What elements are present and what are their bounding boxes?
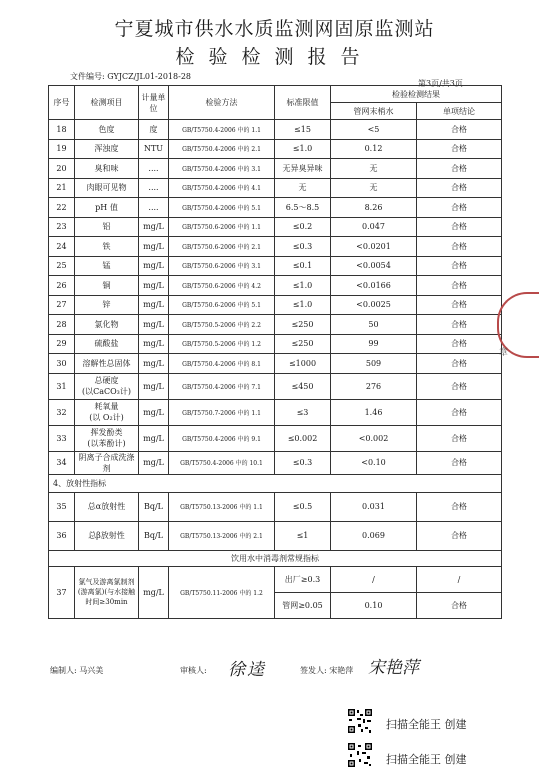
- row-limit: 无异臭异味: [275, 159, 331, 179]
- row-item: pH 值: [75, 198, 139, 218]
- row-number: 28: [49, 315, 75, 335]
- row-number: 21: [49, 178, 75, 198]
- reviewer-label: 审核人:: [180, 666, 207, 675]
- row-unit: mg/L: [139, 354, 169, 374]
- row-limit: ≤0.5: [275, 492, 331, 521]
- row-number: 23: [49, 217, 75, 237]
- header-unit: 计量单位: [139, 86, 169, 120]
- row-unit: ....: [139, 159, 169, 179]
- row-limit: ≤1.0: [275, 295, 331, 315]
- row-number: 25: [49, 256, 75, 276]
- row-unit: mg/L: [139, 451, 169, 474]
- table-row: [49, 399, 502, 425]
- row-value: 99: [331, 334, 417, 354]
- header-seq: 序号: [49, 86, 75, 120]
- row-unit: Bq/L: [139, 492, 169, 521]
- row-conclusion: 合格: [417, 315, 502, 335]
- row-item: 总β放射性: [75, 521, 139, 550]
- row-limit: ≤0.1: [275, 256, 331, 276]
- row-conclusion: 合格: [417, 492, 502, 521]
- stamp-fragment-text: 章: [499, 348, 509, 358]
- row-value: 无: [331, 178, 417, 198]
- row-unit: mg/L: [139, 256, 169, 276]
- row-conclusion: 合格: [417, 120, 502, 140]
- table-row: [49, 198, 502, 218]
- row-limit: ≤250: [275, 315, 331, 335]
- row-number: 32: [49, 399, 75, 425]
- row-number: 27: [49, 295, 75, 315]
- row-method: GB/T5750.4-2006 中的 1.1: [169, 120, 275, 140]
- row-method: GB/T5750.7-2006 中的 1.1: [169, 399, 275, 425]
- row37-method: GB/T5750.11-2006 中的 1.2: [169, 566, 275, 618]
- row-value: <0.002: [331, 425, 417, 451]
- row-number: 20: [49, 159, 75, 179]
- table-row: [49, 120, 502, 140]
- table-row: [49, 295, 502, 315]
- qr-code-icon: [347, 742, 373, 768]
- row-unit: mg/L: [139, 217, 169, 237]
- row-value: <0.0054: [331, 256, 417, 276]
- row-value: 0.031: [331, 492, 417, 521]
- report-title-line2: 检验检测报告: [175, 46, 374, 68]
- row-conclusion: 合格: [417, 425, 502, 451]
- row-limit: 6.5～8.5: [275, 198, 331, 218]
- table-row: [49, 178, 502, 198]
- table-row: [49, 139, 502, 159]
- row37-item: 氯气及游离氯制剂(游离氯)(与水接触时间≥30min: [75, 566, 139, 618]
- row-method: GB/T5750.6-2006 中的 3.1: [169, 256, 275, 276]
- row-method: GB/T5750.6-2006 中的 5.1: [169, 295, 275, 315]
- row-unit: mg/L: [139, 237, 169, 257]
- row-number: 35: [49, 492, 75, 521]
- table-row: [49, 492, 502, 521]
- row-limit: ≤0.3: [275, 237, 331, 257]
- row-conclusion: 合格: [417, 521, 502, 550]
- row-unit: mg/L: [139, 425, 169, 451]
- row-limit: ≤1.0: [275, 276, 331, 296]
- row-unit: mg/L: [139, 399, 169, 425]
- table-row: [49, 237, 502, 257]
- row-item: 铜: [75, 276, 139, 296]
- row37-value2: 0.10: [331, 592, 417, 618]
- row-item: 铝: [75, 217, 139, 237]
- row-number: 24: [49, 237, 75, 257]
- row-value: <0.0201: [331, 237, 417, 257]
- row-method: GB/T5750.4-2006 中的 8.1: [169, 354, 275, 374]
- row-number: 33: [49, 425, 75, 451]
- row-limit: ≤1000: [275, 354, 331, 374]
- row-unit: ....: [139, 198, 169, 218]
- row-value: 8.26: [331, 198, 417, 218]
- row-value: <5: [331, 120, 417, 140]
- row37-value1: /: [331, 566, 417, 592]
- row-method: GB/T5750.4-2006 中的 7.1: [169, 373, 275, 399]
- row-item: 阴离子合成洗涤剂: [75, 451, 139, 474]
- row-item: 硫酸盐: [75, 334, 139, 354]
- report-title-line1: 宁夏城市供水水质监测网固原监测站: [114, 18, 435, 40]
- row37-conclusion2: 合格: [417, 592, 502, 618]
- row-conclusion: 合格: [417, 237, 502, 257]
- row-conclusion: 合格: [417, 295, 502, 315]
- row-item: 浑浊度: [75, 139, 139, 159]
- row-conclusion: 合格: [417, 178, 502, 198]
- row-method: GB/T5750.13-2006 中的 2.1: [169, 521, 275, 550]
- row-value: <0.10: [331, 451, 417, 474]
- row-conclusion: 合格: [417, 159, 502, 179]
- row-method: GB/T5750.6-2006 中的 1.1: [169, 217, 275, 237]
- row-value: 1.46: [331, 399, 417, 425]
- row-unit: mg/L: [139, 315, 169, 335]
- scan-watermark-1: 扫描全能王 创建: [386, 718, 467, 731]
- row-value: 276: [331, 373, 417, 399]
- table-row: [49, 451, 502, 474]
- row-unit: mg/L: [139, 295, 169, 315]
- section-disinfectant: 饮用水中消毒剂常规指标: [49, 550, 502, 566]
- row-method: GB/T5750.4-2006 中的 4.1: [169, 178, 275, 198]
- row-value: 50: [331, 315, 417, 335]
- scan-watermark-2: 扫描全能王 创建: [386, 753, 467, 766]
- row-conclusion: 合格: [417, 256, 502, 276]
- row-method: GB/T5750.13-2006 中的 1.1: [169, 492, 275, 521]
- table-row: [49, 217, 502, 237]
- row-limit: ≤0.3: [275, 451, 331, 474]
- row-value: <0.0025: [331, 295, 417, 315]
- reviewer-signature: 徐逵: [228, 660, 266, 680]
- row-method: GB/T5750.5-2006 中的 2.2: [169, 315, 275, 335]
- row-item: 总α放射性: [75, 492, 139, 521]
- row-unit: 度: [139, 120, 169, 140]
- row-conclusion: 合格: [417, 399, 502, 425]
- row-method: GB/T5750.5-2006 中的 1.2: [169, 334, 275, 354]
- row-value: <0.0166: [331, 276, 417, 296]
- row-item: 耗氧量 (以 O₂计): [75, 399, 139, 425]
- row-conclusion: 合格: [417, 354, 502, 374]
- page-info: 第3页/共3页: [418, 79, 463, 88]
- row37-no: 37: [49, 566, 75, 618]
- row-value: 0.069: [331, 521, 417, 550]
- row-method: GB/T5750.4-2006 中的 5.1: [169, 198, 275, 218]
- row-item: 铁: [75, 237, 139, 257]
- row-method: GB/T5750.6-2006 中的 4.2: [169, 276, 275, 296]
- row37-limit1: 出厂≥0.3: [275, 566, 331, 592]
- row-conclusion: 合格: [417, 276, 502, 296]
- row-number: 26: [49, 276, 75, 296]
- section-radioactivity: 4、放射性指标: [49, 474, 502, 492]
- table-row: [49, 159, 502, 179]
- row-number: 18: [49, 120, 75, 140]
- row-method: GB/T5750.4-2006 中的 3.1: [169, 159, 275, 179]
- row-conclusion: 合格: [417, 373, 502, 399]
- row-limit: ≤1.0: [275, 139, 331, 159]
- row-number: 22: [49, 198, 75, 218]
- compiler-label: 编制人: 马兴美: [50, 666, 104, 675]
- row-number: 19: [49, 139, 75, 159]
- row-number: 36: [49, 521, 75, 550]
- row-conclusion: 合格: [417, 217, 502, 237]
- header-item: 检测项目: [75, 86, 139, 120]
- row-item: 锌: [75, 295, 139, 315]
- row-value: 0.047: [331, 217, 417, 237]
- header-limit: 标准限值: [275, 86, 331, 120]
- row-item: 臭和味: [75, 159, 139, 179]
- row-unit: mg/L: [139, 334, 169, 354]
- row-item: 溶解性总固体: [75, 354, 139, 374]
- qr-code-icon: [347, 708, 373, 734]
- row-unit: mg/L: [139, 276, 169, 296]
- row-item: 肉眼可见物: [75, 178, 139, 198]
- table-row: [49, 354, 502, 374]
- row-conclusion: 合格: [417, 334, 502, 354]
- table-row: [49, 373, 502, 399]
- row-method: GB/T5750.4-2006 中的 10.1: [169, 451, 275, 474]
- row-conclusion: 合格: [417, 139, 502, 159]
- row-unit: mg/L: [139, 373, 169, 399]
- row-limit: ≤0.2: [275, 217, 331, 237]
- row-limit: 无: [275, 178, 331, 198]
- row37-unit: mg/L: [139, 566, 169, 618]
- row-unit: NTU: [139, 139, 169, 159]
- row-value: 0.12: [331, 139, 417, 159]
- row-item: 色度: [75, 120, 139, 140]
- row-method: GB/T5750.6-2006 中的 2.1: [169, 237, 275, 257]
- row-limit: ≤450: [275, 373, 331, 399]
- header-method: 检验方法: [169, 86, 275, 120]
- row-limit: ≤250: [275, 334, 331, 354]
- row-item: 氯化物: [75, 315, 139, 335]
- row-number: 29: [49, 334, 75, 354]
- row-value: 无: [331, 159, 417, 179]
- row-limit: ≤0.002: [275, 425, 331, 451]
- row-method: GB/T5750.4-2006 中的 2.1: [169, 139, 275, 159]
- table-row: [49, 521, 502, 550]
- row-method: GB/T5750.4-2006 中的 9.1: [169, 425, 275, 451]
- test-results-table: [48, 85, 502, 619]
- header-conclusion: 单项结论: [417, 103, 502, 120]
- row-limit: ≤3: [275, 399, 331, 425]
- row-item: 挥发酚类 (以苯酚计): [75, 425, 139, 451]
- row-limit: ≤1: [275, 521, 331, 550]
- row37-conclusion1: /: [417, 566, 502, 592]
- row-number: 34: [49, 451, 75, 474]
- row-number: 31: [49, 373, 75, 399]
- table-row: [49, 256, 502, 276]
- table-row: [49, 334, 502, 354]
- document-number: 文件编号: GYJCZ/JL01-2018-28: [70, 72, 191, 81]
- issuer-label: 签发人: 宋艳萍: [300, 666, 354, 675]
- row37-limit2: 管网≥0.05: [275, 592, 331, 618]
- row-conclusion: 合格: [417, 198, 502, 218]
- table-row: [49, 276, 502, 296]
- row-number: 30: [49, 354, 75, 374]
- row-conclusion: 合格: [417, 451, 502, 474]
- row-value: 509: [331, 354, 417, 374]
- row-unit: ....: [139, 178, 169, 198]
- header-result-group: 检验检测结果: [331, 86, 502, 103]
- issuer-signature: 宋艳萍: [368, 658, 419, 678]
- table-row: [49, 315, 502, 335]
- table-row: [49, 425, 502, 451]
- row-item: 总硬度 (以CaCO₃计): [75, 373, 139, 399]
- header-value: 管网末梢水: [331, 103, 417, 120]
- row-item: 锰: [75, 256, 139, 276]
- row-limit: ≤15: [275, 120, 331, 140]
- row-unit: Bq/L: [139, 521, 169, 550]
